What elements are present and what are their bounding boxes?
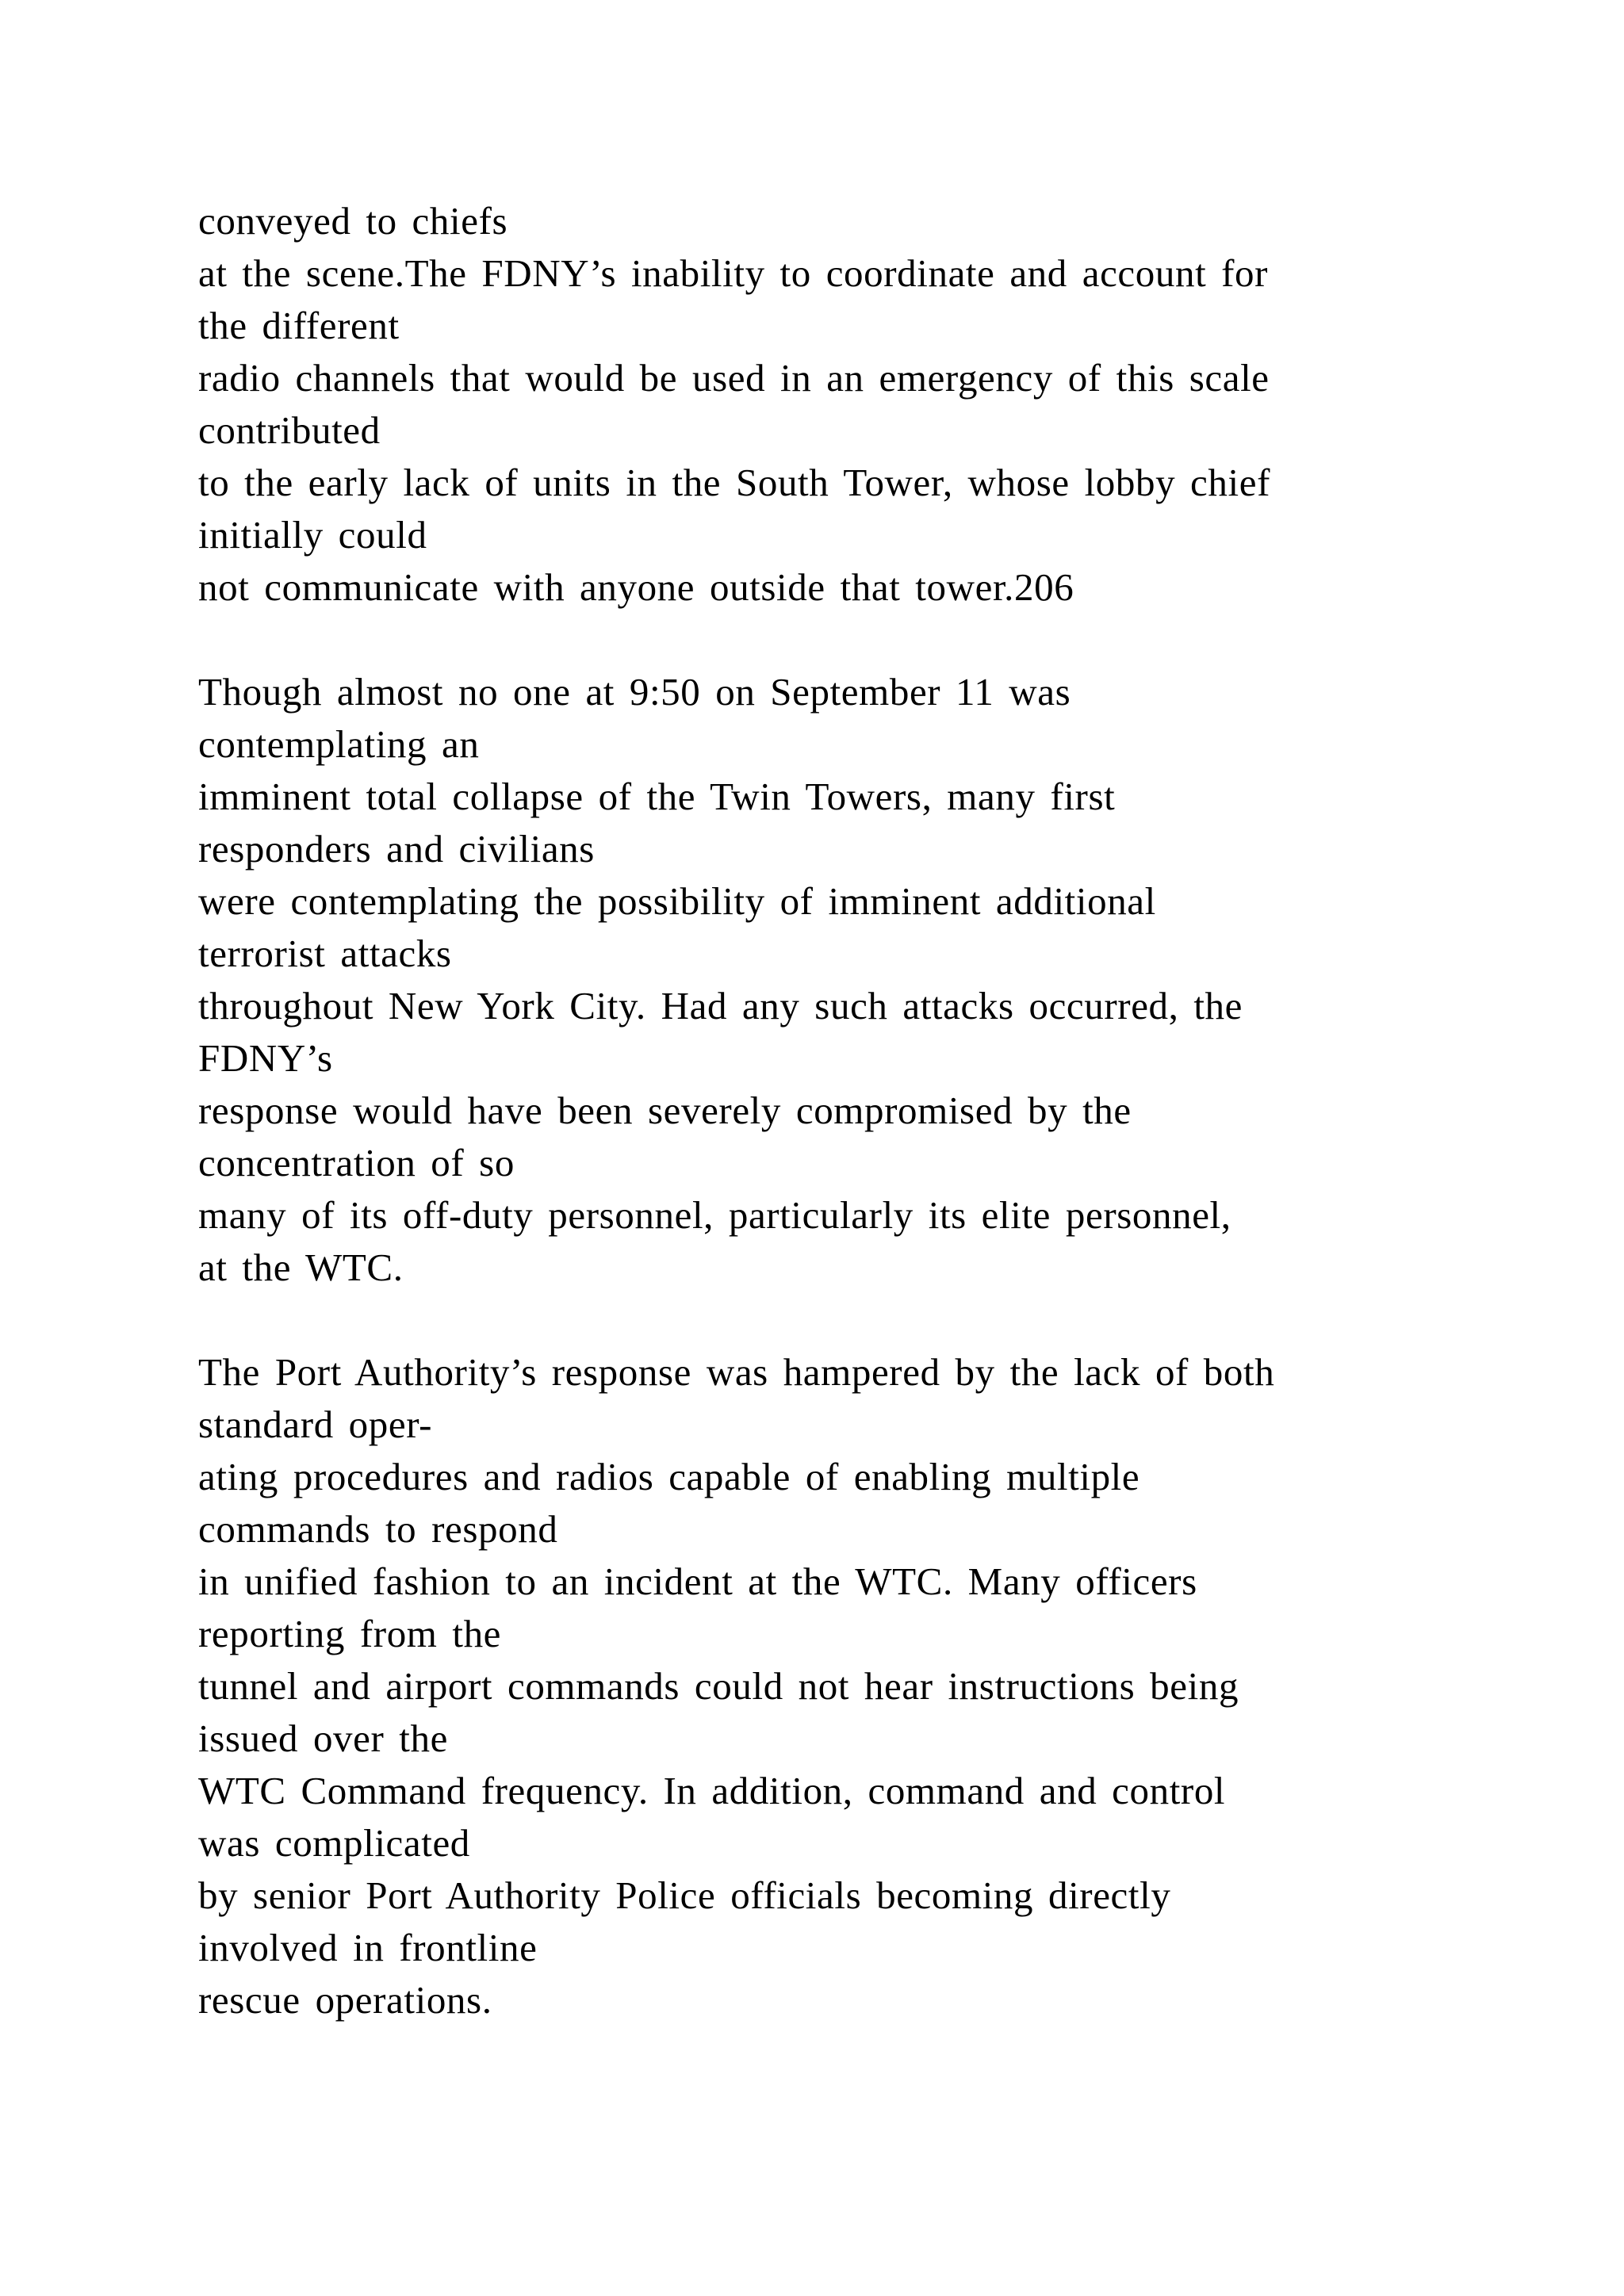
text-line: many of its off-duty personnel, particularly its elite personnel, (198, 1193, 1231, 1237)
text-line: contributed (198, 408, 381, 452)
text-line: WTC Command frequency. In addition, command and control (198, 1769, 1226, 1812)
text-line: response would have been severely compromised by the (198, 1089, 1132, 1132)
text-line: Though almost no one at 9:50 on September 11 was (198, 670, 1071, 714)
text-line: standard oper- (198, 1402, 433, 1446)
paragraph-gap (198, 614, 1499, 666)
text-line: concentration of so (198, 1141, 515, 1184)
text-line: conveyed to chiefs (198, 199, 508, 243)
text-line: radio channels that would be used in an emergency of this scale (198, 356, 1270, 400)
text-line: were contemplating the possibility of imminent additional (198, 879, 1156, 923)
text-line: contemplating an (198, 722, 480, 766)
text-line: tunnel and airport commands could not hear instructions being (198, 1664, 1239, 1708)
text-line: throughout New York City. Had any such attacks occurred, the (198, 984, 1243, 1027)
text-line: rescue operations. (198, 1978, 492, 2022)
text-line: in unified fashion to an incident at the WTC. Many officers (198, 1559, 1197, 1603)
text-line: commands to respond (198, 1507, 558, 1551)
text-line: involved in frontline (198, 1926, 538, 1969)
text-line: the different (198, 304, 400, 347)
text-line: reporting from the (198, 1612, 502, 1655)
text-line: to the early lack of units in the South Tower, whose lobby chief (198, 461, 1270, 504)
text-line: at the WTC. (198, 1246, 404, 1289)
paragraph-3 (198, 1346, 1499, 2026)
text-line: terrorist attacks (198, 932, 452, 975)
text-line: FDNY’s (198, 1036, 333, 1080)
paragraph-gap (198, 1294, 1499, 1346)
text-line: issued over the (198, 1716, 448, 1760)
text-line: not communicate with anyone outside that tower.206 (198, 565, 1074, 609)
document-text (198, 195, 1499, 2026)
text-line: imminent total collapse of the Twin Towers, many first (198, 775, 1116, 818)
text-line: ating procedures and radios capable of enabling multiple (198, 1455, 1140, 1498)
text-line: The Port Authority’s response was hampered by the lack of both (198, 1350, 1275, 1394)
text-line: initially could (198, 513, 427, 557)
paragraph-2 (198, 666, 1499, 1294)
paragraph-1 (198, 195, 1499, 614)
text-line: responders and civilians (198, 827, 595, 871)
text-line: was complicated (198, 1821, 470, 1865)
text-line: at the scene.The FDNY’s inability to coordinate and account for (198, 251, 1269, 295)
text-line: by senior Port Authority Police officials becoming directly (198, 1873, 1171, 1917)
